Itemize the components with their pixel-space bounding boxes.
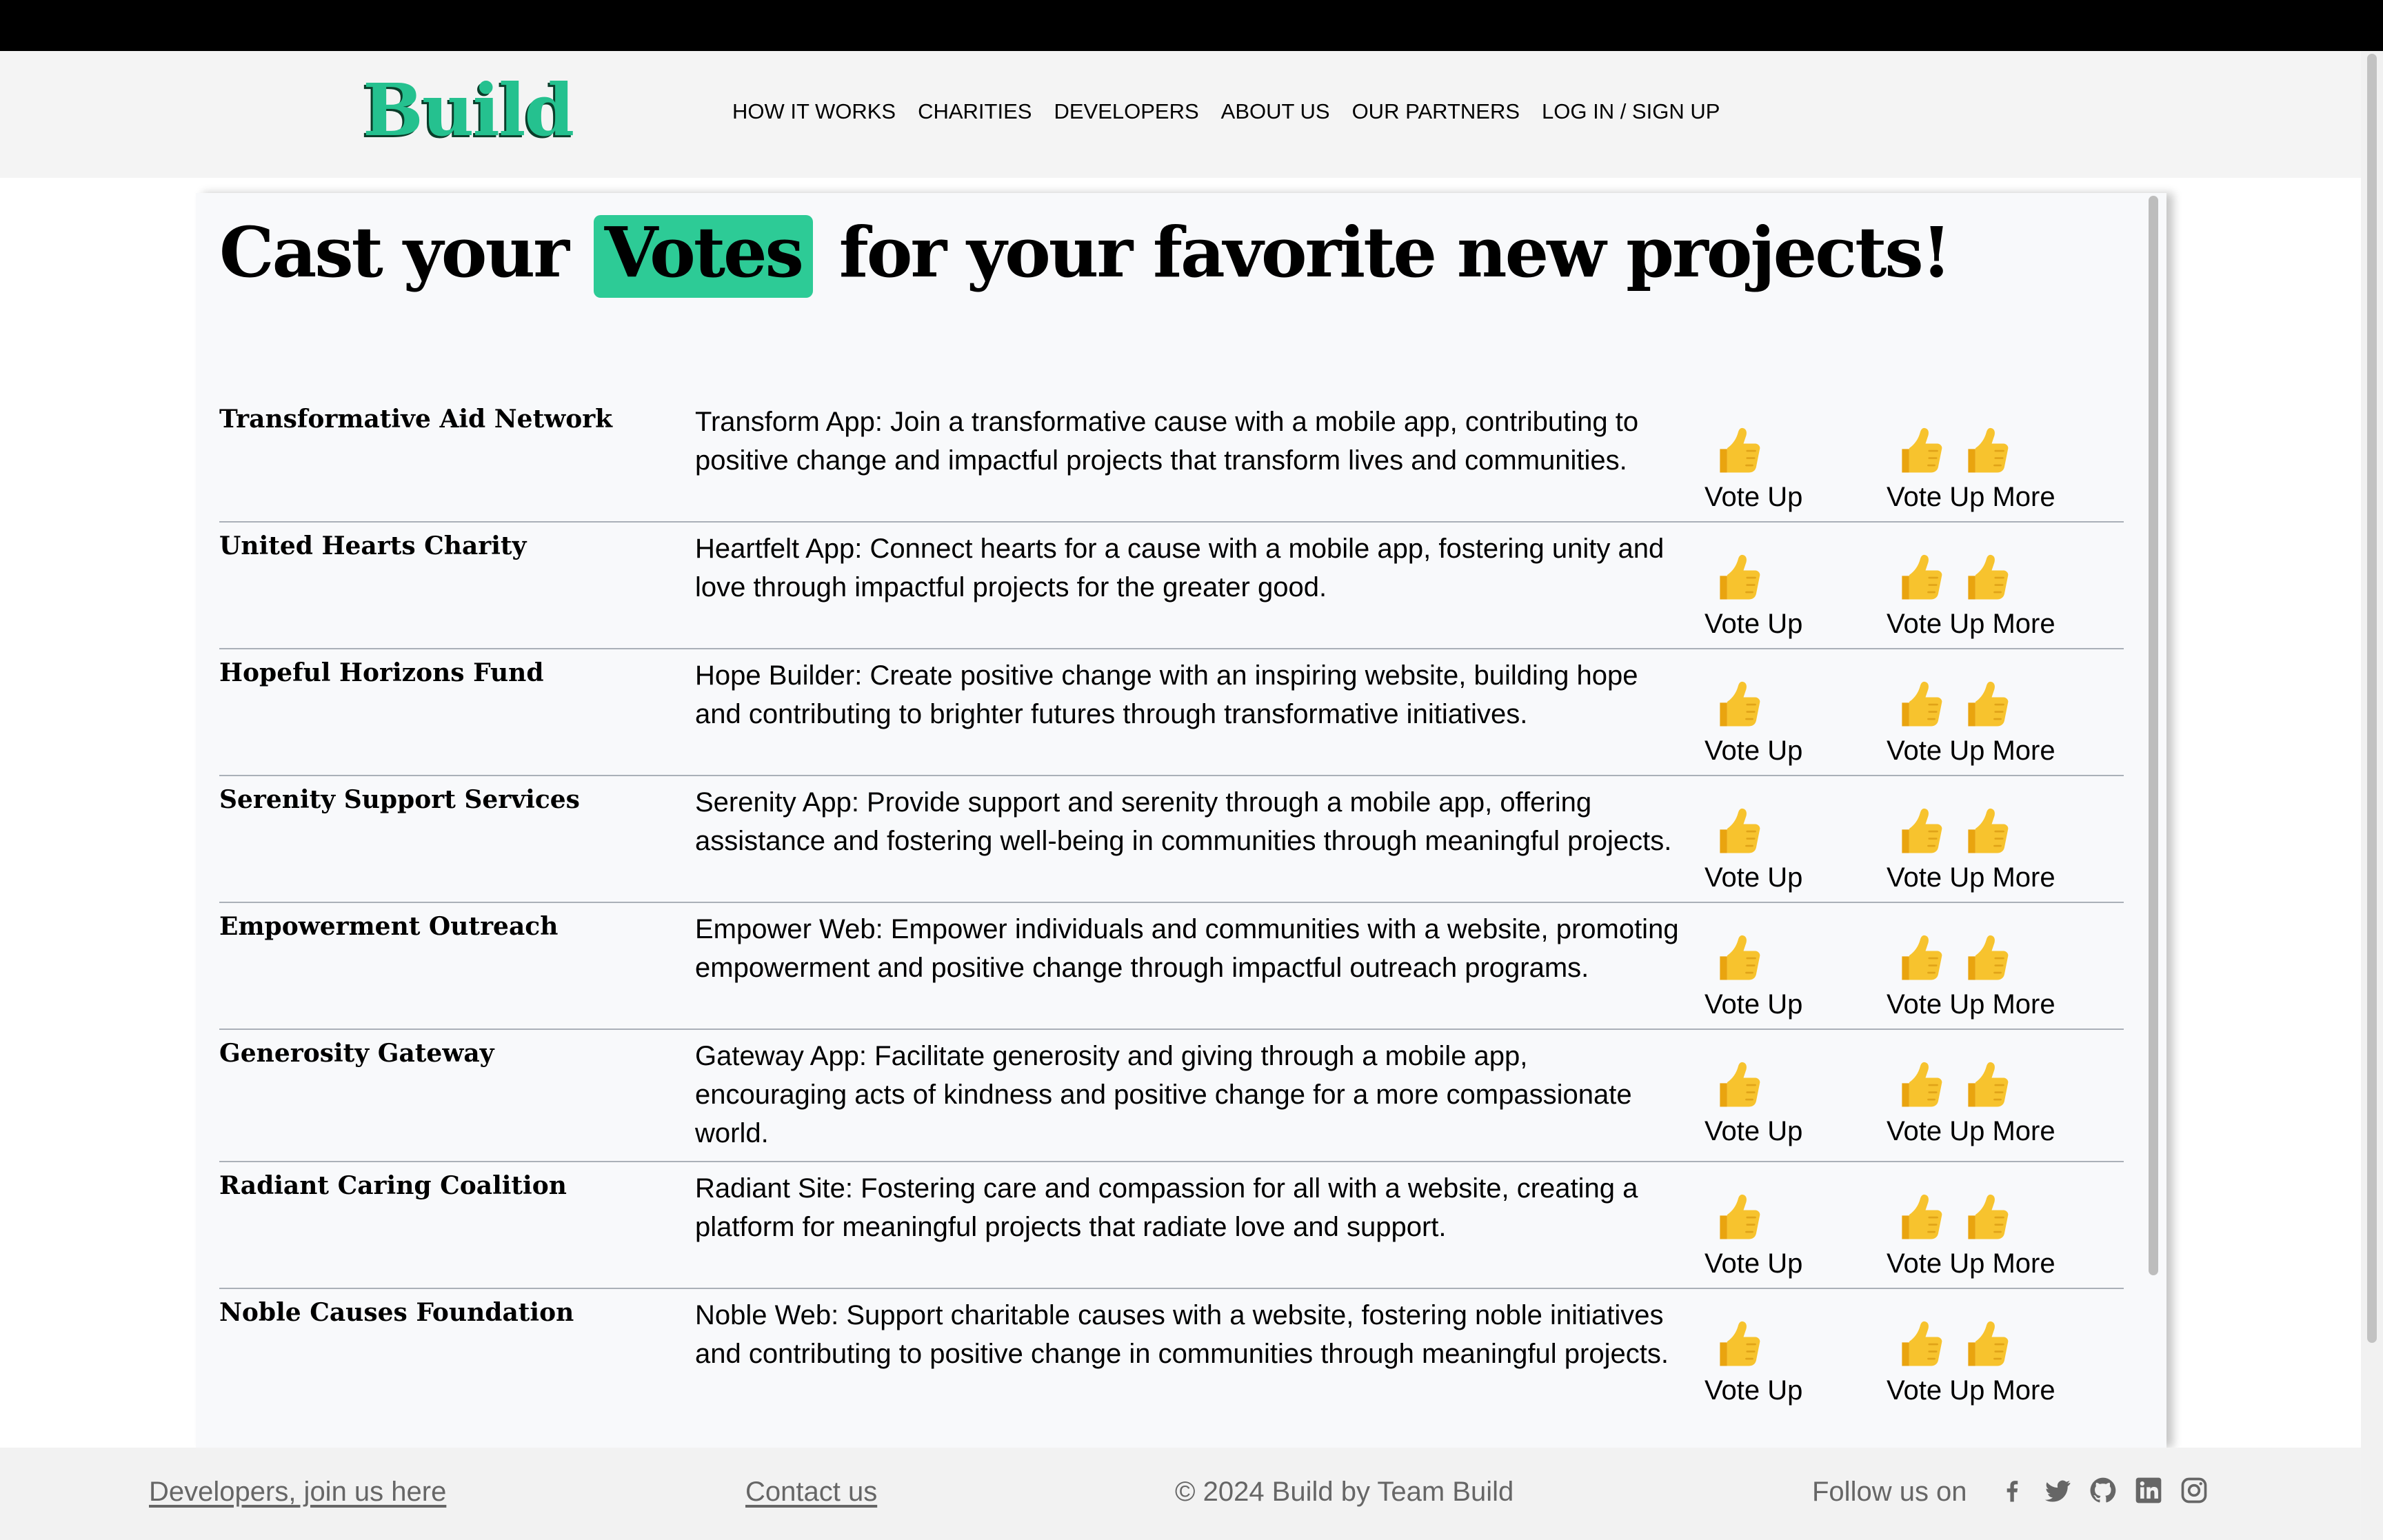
linkedin-icon[interactable] [2133, 1475, 2164, 1506]
thumbs-up-icon [1707, 549, 1765, 607]
project-list [219, 396, 2124, 1415]
vote-up-more-button[interactable] [1887, 1037, 2124, 1153]
project-description: Heartfelt App: Connect hearts for a cause with a mobile app, fostering unity and love through impactful projects for the greater good. [695, 534, 1665, 602]
page-scrollbar-thumb[interactable] [2367, 54, 2377, 1343]
thumbs-up-icon [1955, 549, 2013, 607]
vote-up-more-label: Vote Up More [1887, 1375, 2055, 1406]
card-scrollbar[interactable] [2149, 193, 2158, 1448]
instagram-icon[interactable] [2179, 1475, 2209, 1506]
vote-up-label: Vote Up [1705, 1375, 1803, 1406]
github-icon[interactable] [2088, 1475, 2118, 1506]
logo[interactable]: Build [363, 68, 574, 152]
vote-up-more-label: Vote Up More [1887, 989, 2055, 1020]
main-nav [732, 101, 1720, 122]
charity-name: Noble Causes Foundation [219, 1298, 574, 1327]
thumbs-up-icon [1955, 1188, 2013, 1246]
title-before: Cast your [219, 212, 567, 293]
vote-up-more-button[interactable] [1887, 910, 2124, 1020]
contact-link[interactable]: Contact us [745, 1477, 878, 1507]
nav-developers[interactable]: DEVELOPERS [1054, 99, 1199, 123]
vote-up-more-button[interactable] [1887, 403, 2124, 513]
thumbs-up-icon [1955, 929, 2013, 987]
vote-up-button[interactable] [1705, 529, 1887, 640]
charity-name: Transformative Aid Network [219, 405, 613, 434]
charity-name: Hopeful Horizons Fund [219, 658, 544, 687]
thumbs-up-icon [1889, 1188, 1947, 1246]
vote-up-button[interactable] [1705, 656, 1887, 767]
thumbs-up-icon [1707, 1056, 1765, 1114]
top-black-bar [0, 0, 2383, 51]
thumbs-up-icon [1955, 676, 2013, 733]
project-description: Radiant Site: Fostering care and compassion for all with a website, creating a platform for meaningful projects that radiate love and support. [695, 1173, 1638, 1242]
thumbs-up-icon [1889, 676, 1947, 733]
thumbs-up-icon [1707, 422, 1765, 480]
charity-name: Empowerment Outreach [219, 912, 559, 941]
vote-up-label: Vote Up [1705, 862, 1803, 893]
thumbs-up-icon [1707, 1315, 1765, 1373]
thumbs-up-icon [1955, 802, 2013, 860]
vote-up-more-label: Vote Up More [1887, 1248, 2055, 1279]
vote-up-button[interactable] [1705, 1169, 1887, 1279]
thumbs-up-icon [1889, 549, 1947, 607]
vote-up-button[interactable] [1705, 910, 1887, 1020]
project-row [219, 1289, 2124, 1415]
project-description: Noble Web: Support charitable causes with a website, fostering noble initiatives and contributing to positive change in communities through meaningful projects. [695, 1300, 1669, 1369]
vote-up-more-button[interactable] [1887, 656, 2124, 767]
vote-up-more-label: Vote Up More [1887, 609, 2055, 639]
thumbs-up-icon [1955, 422, 2013, 480]
project-description: Hope Builder: Create positive change with an inspiring website, building hope and contributing to brighter futures through transformative initiatives. [695, 660, 1638, 729]
vote-up-label: Vote Up [1705, 989, 1803, 1020]
vote-up-button[interactable] [1705, 1296, 1887, 1406]
vote-up-more-label: Vote Up More [1887, 1116, 2055, 1146]
vote-up-label: Vote Up [1705, 1248, 1803, 1279]
nav-login-signup[interactable]: LOG IN / SIGN UP [1542, 99, 1720, 123]
thumbs-up-icon [1889, 802, 1947, 860]
project-description: Serenity App: Provide support and serenity through a mobile app, offering assistance and fostering well-being in communities through meaningful projects. [695, 787, 1672, 856]
charity-name: Serenity Support Services [219, 785, 580, 814]
project-description: Transform App: Join a transformative cause with a mobile app, contributing to positive change and impactful projects that transform lives and communities. [695, 407, 1639, 476]
vote-up-more-label: Vote Up More [1887, 482, 2055, 512]
vote-up-more-button[interactable] [1887, 1169, 2124, 1279]
nav-about-us[interactable]: ABOUT US [1220, 99, 1330, 123]
site-footer [0, 1448, 2361, 1540]
project-row [219, 523, 2124, 649]
thumbs-up-icon [1889, 1315, 1947, 1373]
developers-join-link[interactable]: Developers, join us here [149, 1477, 447, 1507]
facebook-icon[interactable] [1997, 1475, 2027, 1506]
vote-up-more-button[interactable] [1887, 529, 2124, 640]
project-row [219, 396, 2124, 523]
title-after: for your favorite new projects! [838, 212, 1950, 293]
vote-up-label: Vote Up [1705, 736, 1803, 766]
vote-up-more-label: Vote Up More [1887, 862, 2055, 893]
thumbs-up-icon [1889, 1056, 1947, 1114]
project-description: Gateway App: Facilitate generosity and giving through a mobile app, encouraging acts of kindness and positive change for a more compassionate world. [695, 1041, 1632, 1148]
project-description: Empower Web: Empower individuals and communities with a website, promoting empowerment and positive change through impactful outreach programs. [695, 914, 1679, 983]
project-row [219, 1030, 2124, 1162]
vote-up-more-label: Vote Up More [1887, 736, 2055, 766]
project-row [219, 776, 2124, 903]
thumbs-up-icon [1889, 422, 1947, 480]
site-header [0, 51, 2361, 178]
vote-up-button[interactable] [1705, 1037, 1887, 1153]
title-highlight: Votes [594, 215, 813, 298]
vote-up-label: Vote Up [1705, 609, 1803, 639]
thumbs-up-icon [1707, 1188, 1765, 1246]
vote-up-button[interactable] [1705, 783, 1887, 893]
copyright: © 2024 Build by Team Build [1175, 1477, 1514, 1507]
vote-up-button[interactable] [1705, 403, 1887, 513]
thumbs-up-icon [1707, 676, 1765, 733]
voting-card [196, 193, 2166, 1448]
charity-name: United Hearts Charity [219, 531, 527, 560]
social-links [1997, 1475, 2209, 1506]
vote-up-more-button[interactable] [1887, 783, 2124, 893]
thumbs-up-icon [1955, 1056, 2013, 1114]
nav-our-partners[interactable]: OUR PARTNERS [1351, 99, 1520, 123]
page-scrollbar[interactable] [2361, 51, 2383, 1540]
thumbs-up-icon [1707, 929, 1765, 987]
charity-name: Generosity Gateway [219, 1039, 494, 1068]
page-title [219, 212, 1950, 298]
vote-up-label: Vote Up [1705, 1116, 1803, 1146]
thumbs-up-icon [1955, 1315, 2013, 1373]
vote-up-more-button[interactable] [1887, 1296, 2124, 1406]
nav-charities[interactable]: CHARITIES [918, 99, 1032, 123]
project-row [219, 1162, 2124, 1289]
charity-name: Radiant Caring Coalition [219, 1171, 567, 1200]
twitter-icon[interactable] [2042, 1475, 2073, 1506]
follow-us-label: Follow us on [1812, 1477, 1967, 1507]
vote-up-label: Vote Up [1705, 482, 1803, 512]
nav-how-it-works[interactable]: HOW IT WORKS [732, 99, 896, 123]
card-scrollbar-thumb[interactable] [2149, 196, 2158, 1275]
project-row [219, 903, 2124, 1030]
thumbs-up-icon [1707, 802, 1765, 860]
thumbs-up-icon [1889, 929, 1947, 987]
project-row [219, 649, 2124, 776]
